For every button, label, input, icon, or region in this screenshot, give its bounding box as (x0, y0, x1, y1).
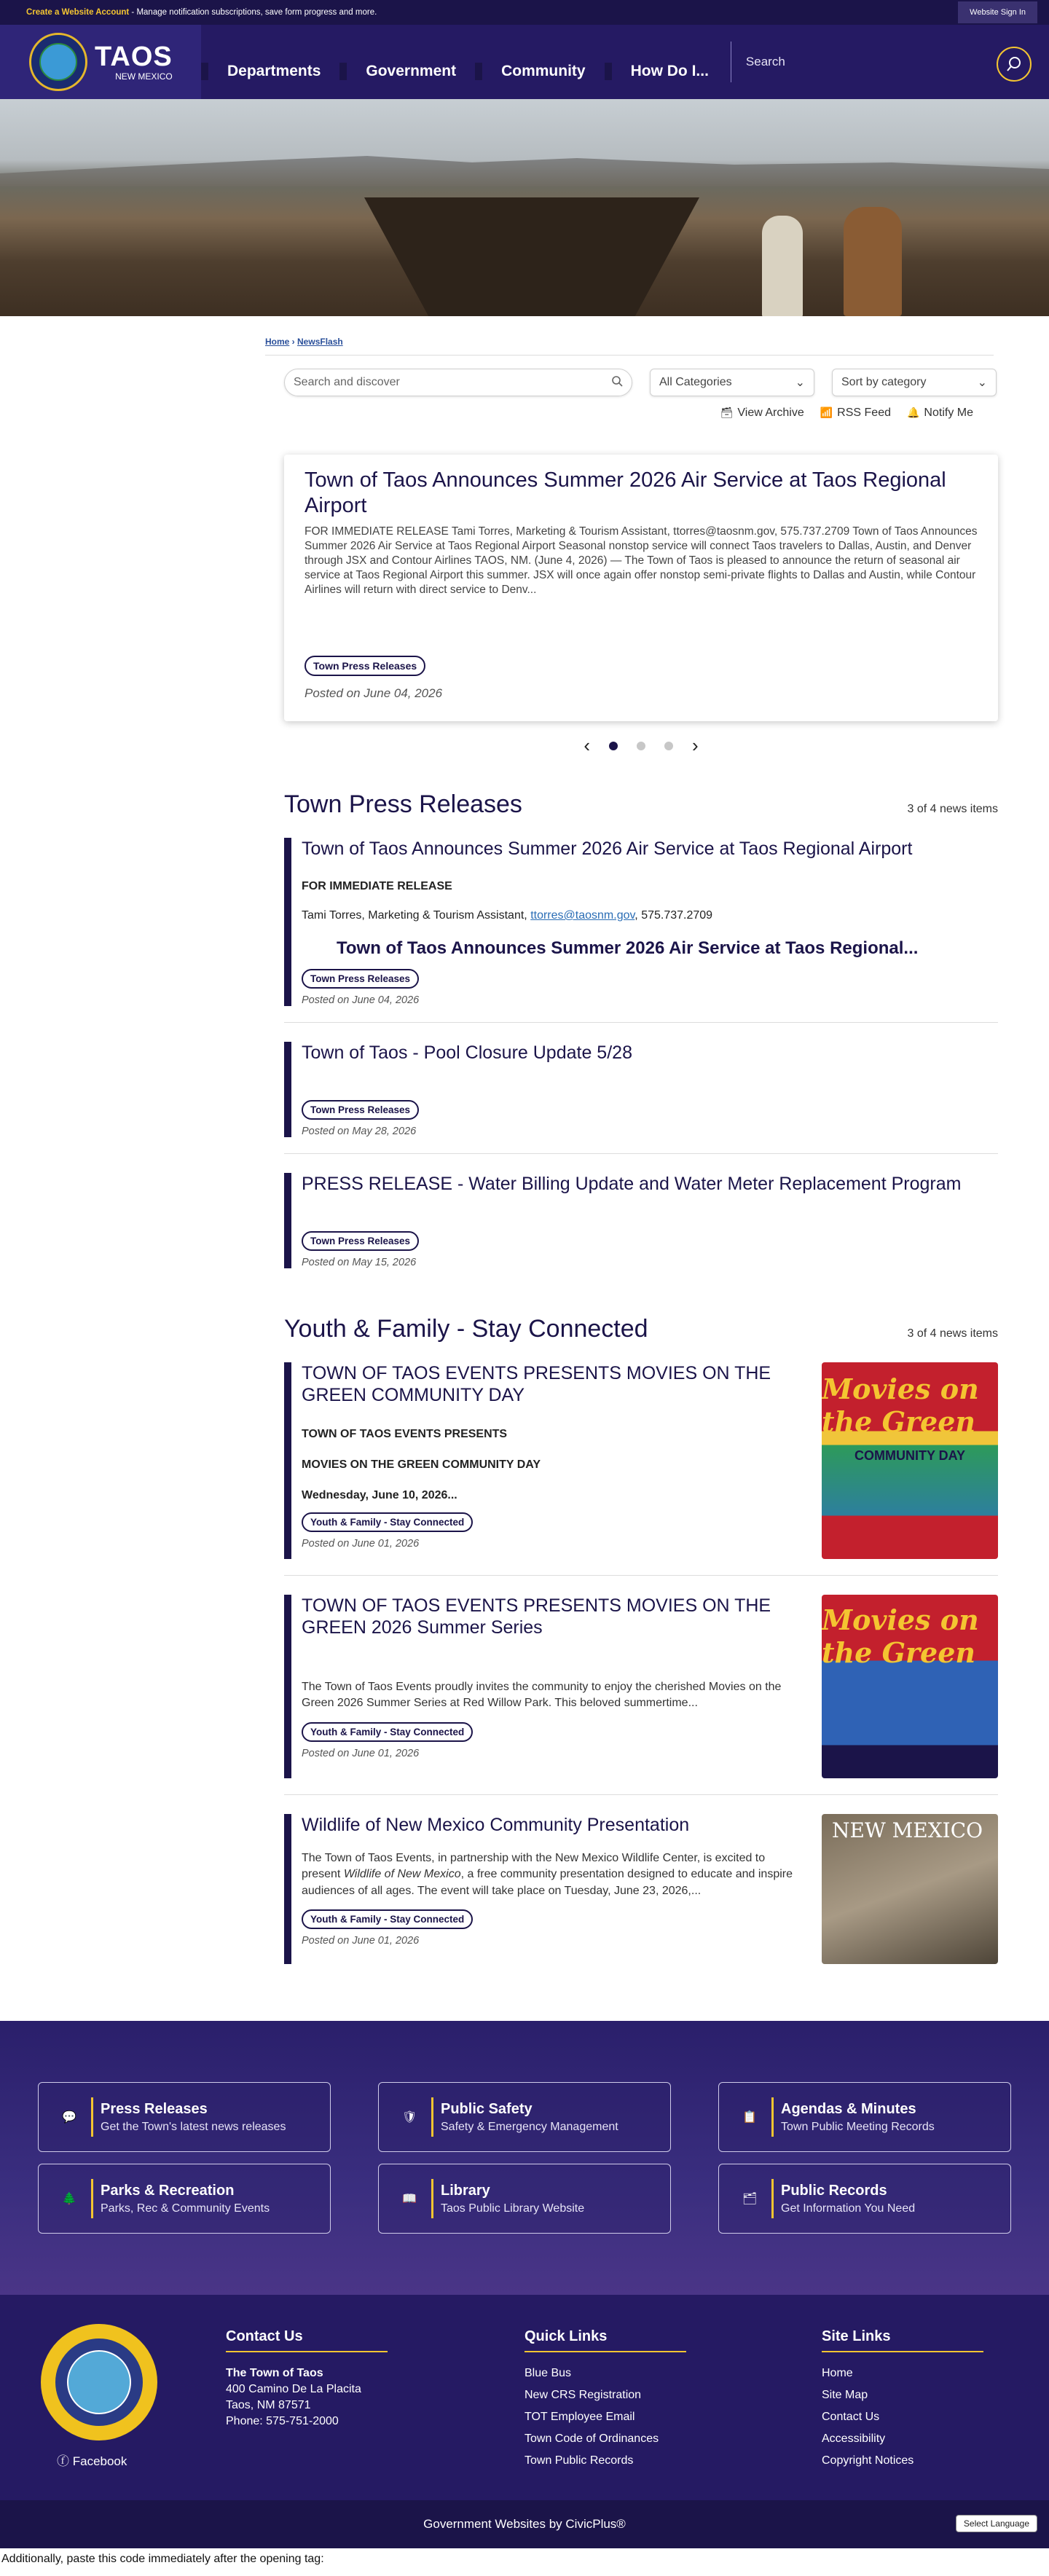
news-count: 3 of 4 news items (907, 1327, 998, 1340)
site-header (0, 25, 1049, 99)
clipboard-icon: 📋 (742, 2111, 757, 2124)
news-item-thumbnail[interactable] (822, 1362, 998, 1559)
create-account-notice (26, 8, 377, 17)
tile-title: Library (441, 2182, 490, 2199)
carousel-dot-3[interactable] (664, 742, 673, 750)
facebook-icon: ⓕ (57, 2454, 73, 2468)
news-item-tag[interactable]: Town Press Releases (302, 1100, 419, 1120)
featured-news-card[interactable] (284, 455, 998, 721)
news-item-title[interactable]: Town of Taos - Pool Closure Update 5/28 (302, 1042, 632, 1063)
news-count: 3 of 4 news items (907, 803, 998, 815)
news-item-excerpt: The Town of Taos Events proudly invites the community to enjoy the cherished Movies on the Green 2026 Summer Series at Red Willow Park. This beloved summertime... (302, 1681, 782, 1710)
press-releases-section (284, 790, 998, 1268)
contact-address-2: Taos, NM 87571 (226, 2399, 311, 2411)
news-item (284, 838, 998, 1006)
featured-title[interactable]: Town of Taos Announces Summer 2026 Air Service at Taos Regional Airport (305, 468, 946, 517)
view-archive-label: View Archive (737, 407, 804, 419)
poster-title: Movies on the Green (822, 1603, 979, 1669)
news-item-tag[interactable]: Youth & Family - Stay Connected (302, 1722, 473, 1742)
carousel-dot-2[interactable] (637, 742, 645, 750)
feed-links (265, 407, 973, 420)
tile-title: Public Records (781, 2182, 887, 2199)
chevron-right-icon[interactable]: › (692, 734, 699, 756)
news-item-date: Posted on June 01, 2026 (302, 1747, 420, 1759)
chevron-down-icon: ⌄ (977, 377, 987, 389)
news-item-date: Posted on June 04, 2026 (302, 994, 420, 1006)
breadcrumb (265, 316, 994, 356)
header-search-input[interactable]: Search (745, 55, 785, 68)
shield-icon: 🛡 (402, 2111, 417, 2124)
poster-subtitle: COMMUNITY DAY (854, 1448, 965, 1463)
news-item-contact: Tami Torres, Marketing & Tourism Assistant, ttorres@taosnm.gov, 575.737.2709 (302, 909, 713, 922)
civicplus-credit-link[interactable]: Government Websites by CivicPlus® (423, 2517, 626, 2531)
quick-link[interactable]: Blue Bus (524, 2367, 572, 2379)
news-item-body: FOR IMMEDIATE RELEASE (302, 880, 452, 892)
quick-link[interactable]: New CRS Registration (524, 2389, 642, 2401)
news-item (284, 1362, 998, 1559)
news-item-body: Wednesday, June 10, 2026... (302, 1489, 457, 1501)
logo-subtitle: NEW MEXICO (115, 71, 173, 82)
footer-heading: Quick Links (524, 2328, 686, 2352)
quick-link[interactable]: Town Public Records (524, 2454, 634, 2467)
archive-icon: 🗃 (720, 407, 734, 418)
tile-desc: Parks, Rec & Community Events (101, 2202, 270, 2215)
tile-title: Agendas & Minutes (781, 2100, 916, 2117)
news-search-input[interactable] (284, 369, 632, 396)
news-item (284, 1042, 998, 1137)
book-icon: 📖 (402, 2193, 417, 2205)
footer-bottom-bar (0, 2500, 1049, 2548)
featured-posted-date: Posted on June 04, 2026 (305, 686, 443, 700)
logo-title: TAOS (95, 42, 173, 72)
section-heading: Town Press Releases (284, 790, 522, 818)
category-select-value: All Categories (659, 376, 732, 388)
breadcrumb-home[interactable]: Home (265, 337, 290, 347)
tile-agendas-minutes[interactable] (718, 2082, 1011, 2152)
town-seal-icon (41, 2324, 157, 2440)
search-icon[interactable] (611, 375, 623, 390)
carousel-dot-1[interactable] (609, 742, 618, 750)
sort-select-value: Sort by category (841, 376, 927, 388)
tile-desc: Town Public Meeting Records (781, 2120, 935, 2133)
footer-quick-links (524, 2328, 686, 2467)
news-item-excerpt: The Town of Taos Events, in partnership with the New Mexico Wildlife Center, is excited to present Wildlife of New Mexico, a free community presentation designed to educate and inspire audiences of all ages. The event will take place on Tuesday, June 23, 2026,... (302, 1852, 793, 1897)
contact-email-link[interactable]: ttorres@taosnm.gov (530, 909, 635, 922)
tile-desc: Get the Town's latest news releases (101, 2120, 286, 2133)
site-link[interactable]: Site Map (822, 2389, 868, 2401)
tile-title: Parks & Recreation (101, 2182, 235, 2199)
breadcrumb-separator: › (289, 337, 298, 347)
news-item-tag[interactable]: Youth & Family - Stay Connected (302, 1512, 473, 1532)
contact-phone: Phone: 575-751-2000 (226, 2415, 339, 2427)
news-item-date: Posted on May 28, 2026 (302, 1126, 417, 1137)
news-item (284, 1173, 998, 1268)
site-logo[interactable] (0, 25, 201, 99)
website-sign-in-button[interactable]: Website Sign In (958, 1, 1037, 23)
poster-title: NEW MEXICO (832, 1818, 983, 1842)
news-item-date: Posted on May 15, 2026 (302, 1257, 417, 1268)
contact-name: The Town of Taos (226, 2367, 323, 2379)
site-footer (0, 2295, 1049, 2500)
news-item-title[interactable]: TOWN OF TAOS EVENTS PRESENTS MOVIES ON THE GREEN 2026 Summer Series (302, 1595, 771, 1638)
records-icon: 🗂 (742, 2193, 758, 2205)
footer-contact (226, 2328, 388, 2428)
news-item-title[interactable]: Town of Taos Announces Summer 2026 Air Service at Taos Regional Airport (302, 839, 913, 859)
quick-link[interactable]: TOT Employee Email (524, 2411, 635, 2423)
tile-press-releases[interactable] (38, 2082, 331, 2152)
tile-desc: Get Information You Need (781, 2202, 916, 2215)
news-item-title[interactable]: PRESS RELEASE - Water Billing Update and Water Meter Replacement Program (302, 1174, 962, 1194)
site-link[interactable]: Copyright Notices (822, 2454, 914, 2467)
nav-how-do-i[interactable]: How Do I... (605, 63, 728, 80)
nav-departments[interactable]: Departments (201, 63, 339, 80)
bell-icon: 🔔 (906, 407, 920, 418)
create-account-desc: - Manage notification subscriptions, save form progress and more. (129, 8, 377, 17)
featured-category-tag[interactable]: Town Press Releases (305, 656, 425, 676)
news-item-headline: Town of Taos Announces Summer 2026 Air Service at Taos Regional... (337, 938, 919, 958)
top-utility-bar (0, 0, 1049, 25)
site-link[interactable]: Home (822, 2367, 853, 2379)
news-item-title[interactable]: Wildlife of New Mexico Community Presentation (302, 1815, 690, 1835)
notify-me-link[interactable] (907, 407, 973, 420)
sort-select[interactable] (832, 369, 997, 396)
tree-icon: 🌲 (62, 2193, 76, 2205)
create-account-link[interactable]: Create a Website Account (26, 8, 130, 17)
news-item-tag[interactable]: Youth & Family - Stay Connected (302, 1909, 473, 1929)
filter-bar (284, 369, 1011, 396)
tile-public-records[interactable] (718, 2164, 1011, 2234)
quick-link[interactable]: Town Code of Ordinances (524, 2432, 659, 2445)
tile-library[interactable] (378, 2164, 671, 2234)
chat-icon: 💬 (62, 2111, 76, 2124)
tile-parks-recreation[interactable] (38, 2164, 331, 2234)
news-item-body: MOVIES ON THE GREEN COMMUNITY DAY (302, 1458, 541, 1471)
youth-family-section (284, 1315, 998, 1964)
view-archive-link[interactable] (720, 407, 804, 420)
news-item-tag[interactable]: Town Press Releases (302, 969, 419, 989)
main-content (0, 316, 1049, 1993)
news-item (284, 1595, 998, 1778)
news-search-placeholder: Search and discover (294, 376, 400, 388)
language-select[interactable]: Select Language (956, 2515, 1037, 2532)
news-item-thumbnail[interactable] (822, 1814, 998, 1964)
tile-title: Public Safety (441, 2100, 533, 2117)
site-link[interactable]: Contact Us (822, 2411, 880, 2423)
hero-banner-image (0, 99, 1049, 316)
site-link[interactable]: Accessibility (822, 2432, 886, 2445)
poster-title: Movies on the Green (822, 1373, 979, 1438)
tile-title: Press Releases (101, 2100, 208, 2117)
news-item-thumbnail[interactable] (822, 1595, 998, 1778)
tile-desc: Safety & Emergency Management (441, 2120, 618, 2133)
footer-heading: Site Links (822, 2328, 983, 2352)
tile-desc: Taos Public Library Website (441, 2202, 585, 2215)
notify-me-label: Notify Me (924, 407, 973, 419)
rss-feed-label: RSS Feed (837, 407, 891, 419)
main-nav (201, 25, 906, 99)
news-item-date: Posted on June 01, 2026 (302, 1935, 420, 1947)
search-icon[interactable] (997, 47, 1032, 82)
tile-public-safety[interactable] (378, 2082, 671, 2152)
facebook-link[interactable]: ⓕ Facebook (57, 2454, 127, 2468)
rss-feed-link[interactable] (820, 407, 891, 420)
news-item-date: Posted on June 01, 2026 (302, 1538, 420, 1550)
news-item-tag[interactable]: Town Press Releases (302, 1231, 419, 1251)
town-seal-icon (29, 33, 87, 91)
quick-link-band (0, 2021, 1049, 2295)
section-heading: Youth & Family - Stay Connected (284, 1315, 648, 1343)
chevron-left-icon[interactable]: ‹ (584, 734, 590, 756)
carousel-controls (284, 734, 998, 757)
breadcrumb-current[interactable]: NewsFlash (297, 337, 343, 347)
footer-heading: Contact Us (226, 2328, 388, 2352)
nav-community[interactable]: Community (475, 63, 605, 80)
news-item-title[interactable]: TOWN OF TAOS EVENTS PRESENTS MOVIES ON THE GREEN COMMUNITY DAY (302, 1363, 771, 1405)
featured-excerpt: FOR IMMEDIATE RELEASE Tami Torres, Marketing & Tourism Assistant, ttorres@taosnm.gov, 575.737.2709 Town of Taos Announces Summer 2026 Air Service at Taos Regional Airport Seasonal nonstop service will connect Taos travelers to Dallas, Austin, and Denver through JSX and Contour Airlines TAOS, NM. (June 4, 2026) — The Town of Taos is pleased to announce the return of seasonal air service at Taos Regional Airport this summer. JSX will once again offer nonstop semi-private flights to Dallas and Austin, while Contour Airlines will return with direct service to Denv... (305, 525, 978, 597)
nav-government[interactable]: Government (339, 63, 475, 80)
rss-icon: 📶 (820, 407, 833, 418)
contact-address-1: 400 Camino De La Placita (226, 2383, 361, 2395)
news-item (284, 1814, 998, 1964)
footer-site-links (822, 2328, 983, 2467)
category-select[interactable] (650, 369, 814, 396)
paste-code-note: Additionally, paste this code immediately after the opening tag: (1, 2553, 324, 2565)
chevron-down-icon: ⌄ (795, 377, 805, 389)
news-item-body: TOWN OF TAOS EVENTS PRESENTS (302, 1428, 508, 1440)
